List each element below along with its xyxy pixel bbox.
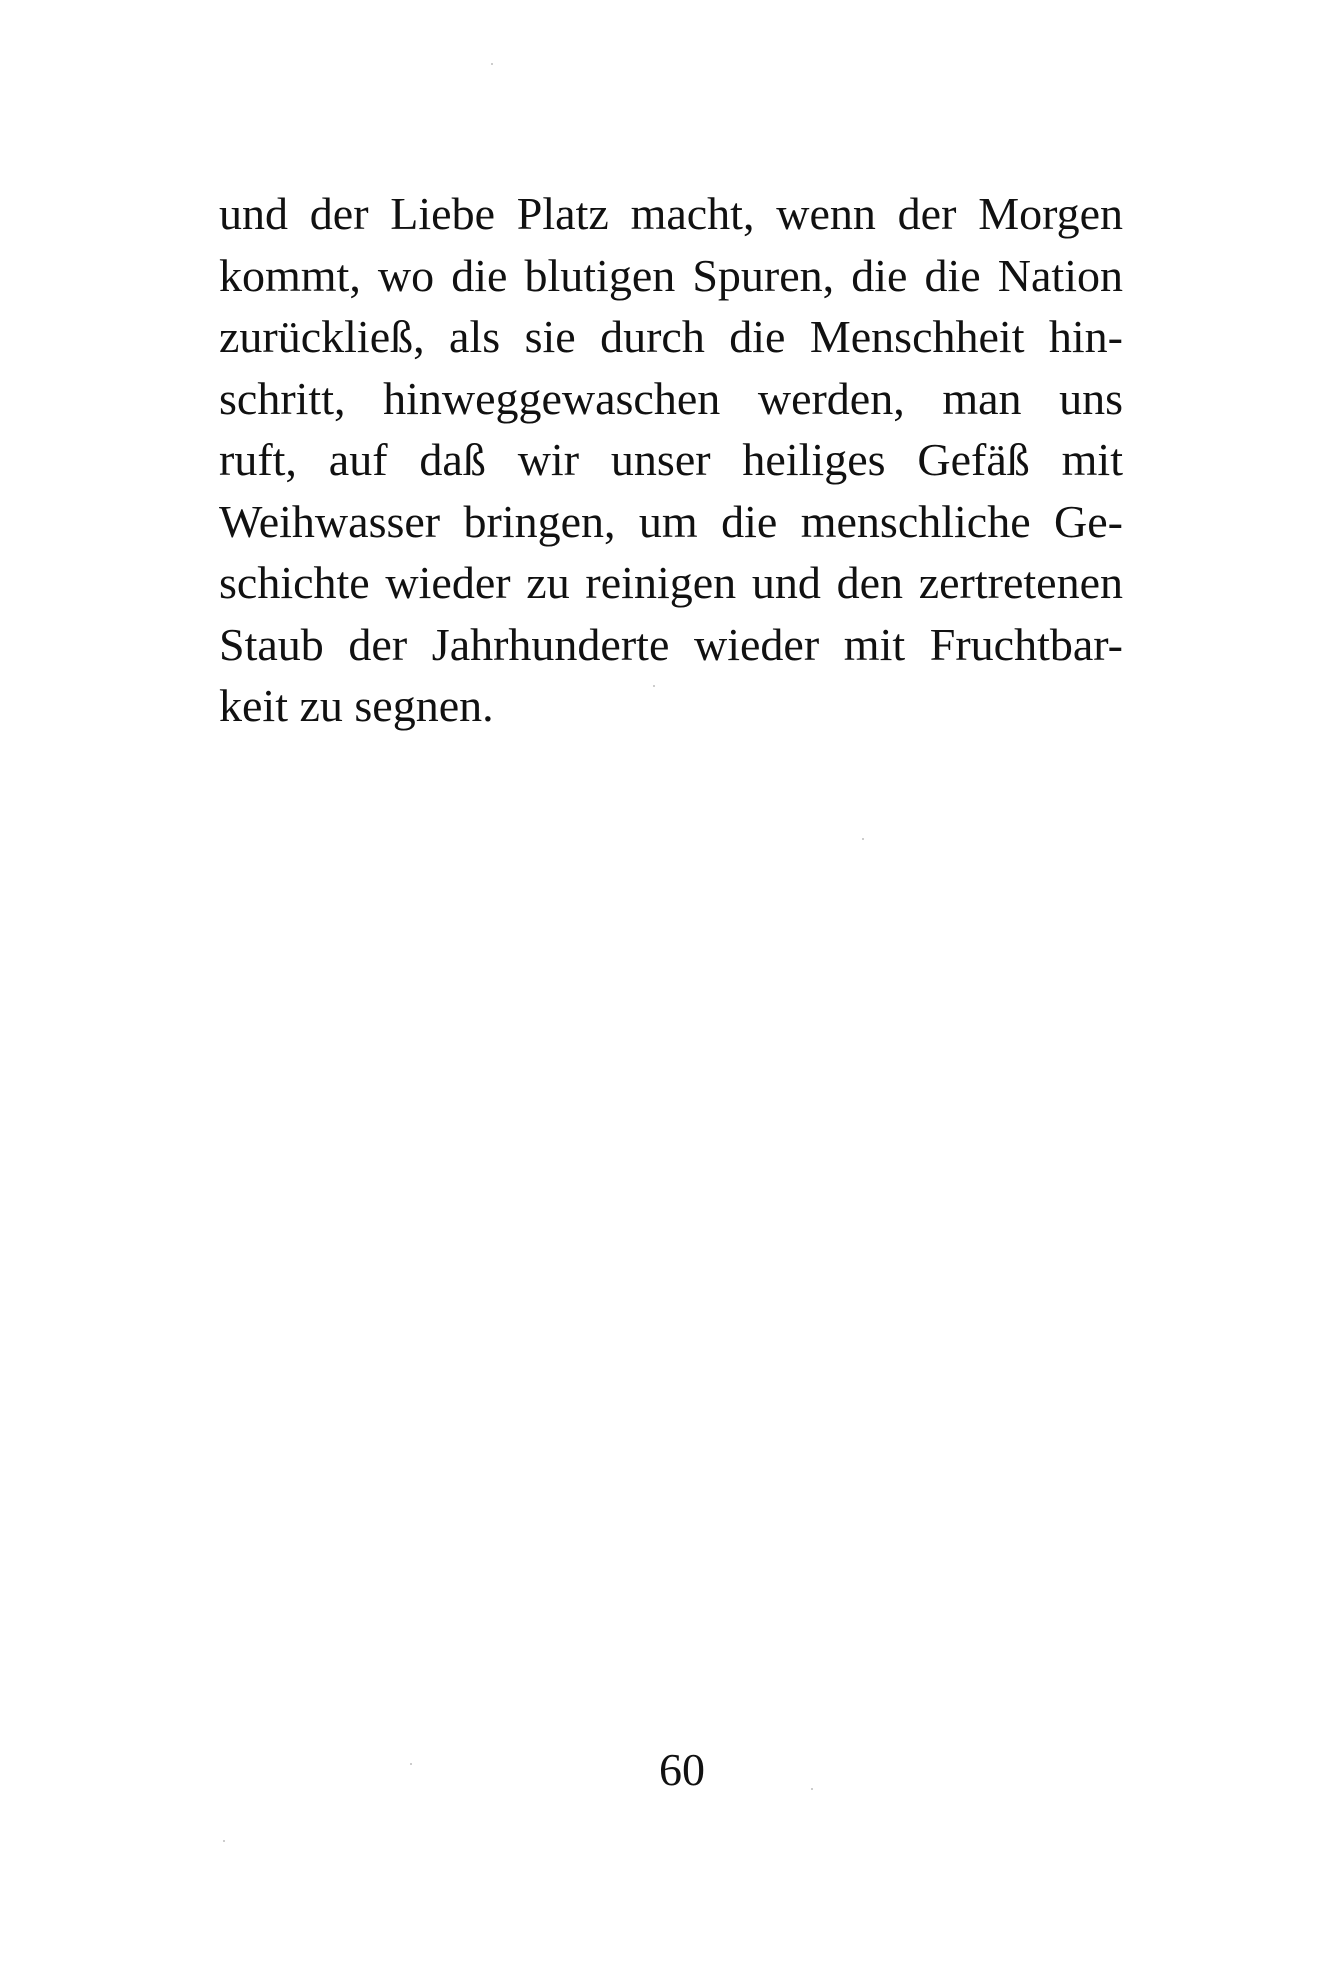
- paper-speck: [491, 63, 493, 65]
- paper-speck: [223, 1840, 225, 1842]
- text-line: und der Liebe Platz macht, wenn der Morgen: [219, 188, 1123, 239]
- text-line: schichte wieder zu reinigen und den zertretenen: [219, 557, 1123, 608]
- text-line: schritt, hinweggewaschen werden, man uns: [219, 372, 1123, 424]
- paper-speck: [862, 838, 864, 840]
- text-line: Weihwasser bringen, um die menschliche Ge-: [219, 495, 1123, 547]
- text-line: Staub der Jahrhunderte wieder mit Fruchtbar-: [219, 618, 1123, 670]
- text-line: ruft, auf daß wir unser heiliges Gefäß mit: [219, 434, 1123, 485]
- body-text: [219, 183, 1123, 737]
- text-line: zurückließ, als sie durch die Menschheit hin-: [219, 311, 1123, 362]
- text-line: keit zu segnen.: [219, 680, 494, 731]
- text-line: kommt, wo die blutigen Spuren, die die Nation: [219, 249, 1123, 301]
- page-number: 60: [659, 1744, 705, 1795]
